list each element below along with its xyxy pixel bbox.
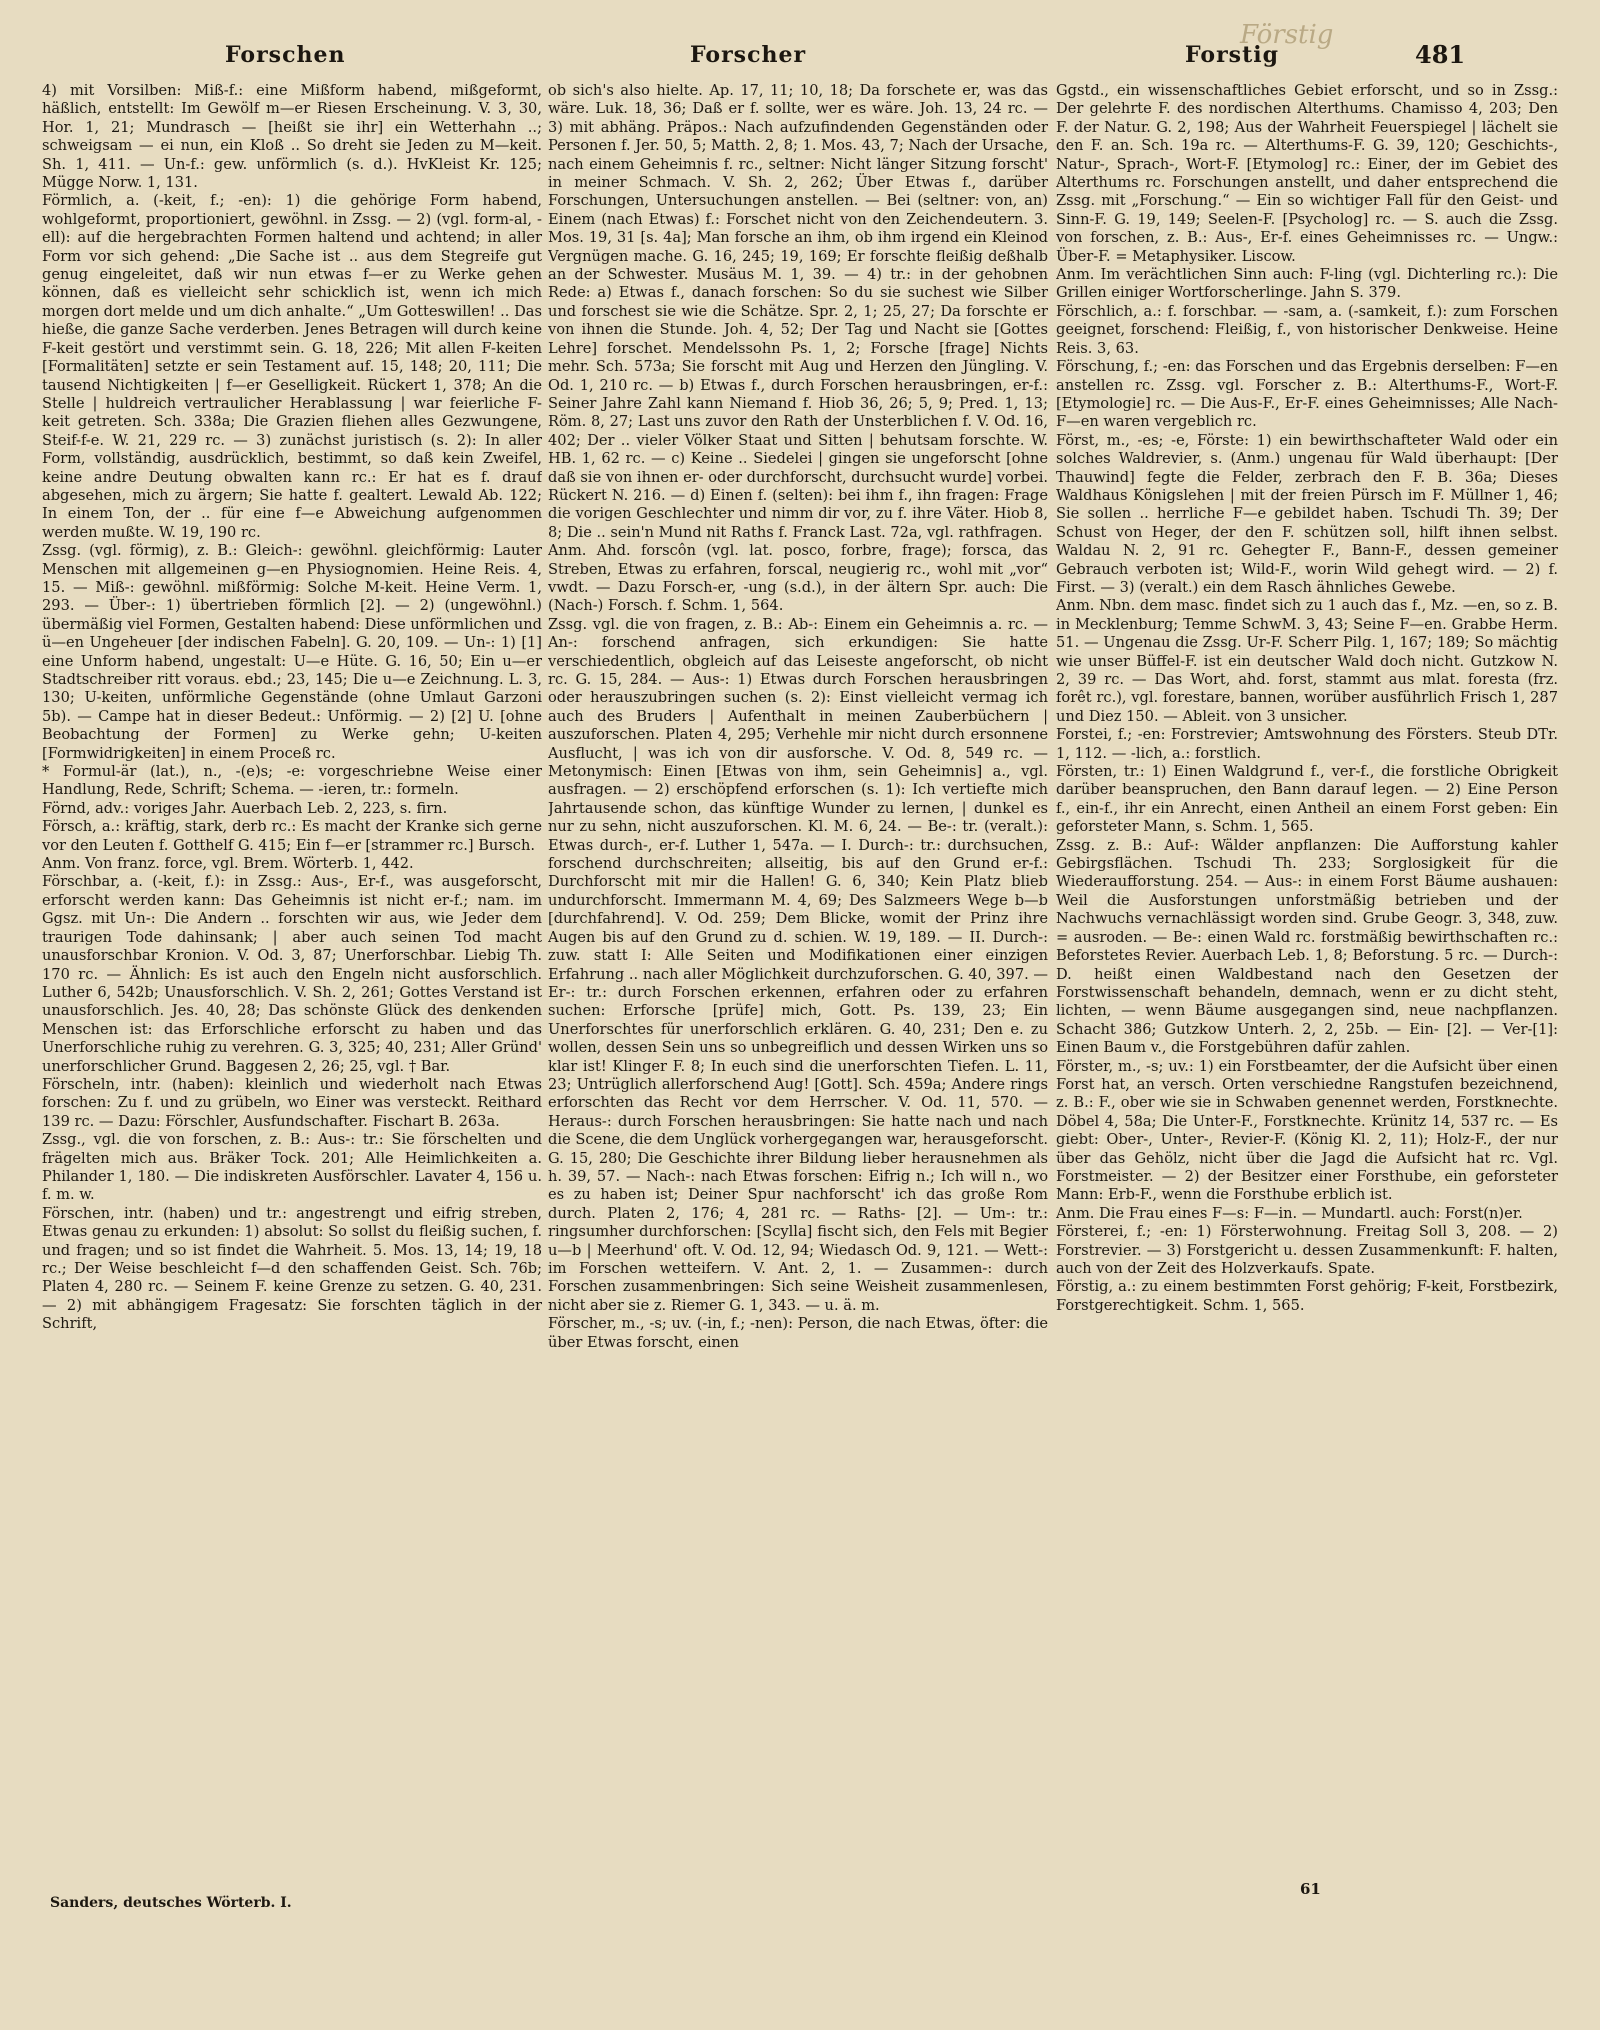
dictionary-entry: Zssg. z. B.: Auf-: Wälder anpflanzen: Die Aufforstung kahler Gebirgsflächen. Tschudi Th. 233; Sorglosigkeit für die Wiederaufforstung. 254. — Aus-: in einem Forst Bäume aushauen: Weil die Ausforstungen unforstmäßig betrieben und der Nachwuchs vernachlässigt worden sind. Grube Geogr. 3, 348, zuw. = ausroden. — Be-: einen Wald rc. forstmäßig bewirthschaften rc.: Beforstetes Revier. Auerbach Leb. 1, 8; Beforstung. 5 rc. — Durch-: D. heißt einen Waldbestand nach den Gesetzen der Forstwissenschaft behandeln, demnach, wenn er zu dicht steht, lichten, — wenn Bäume ausgegangen sind, neue nachpflanzen. Schacht 386; Gutzkow Unterh. 2, 2, 25b. — Ein- [2]. — Ver-[1]: Einen Baum v., die Forstgebühren dafür zahlen. — [1056, 836, 1558, 1057]
dictionary-entry: Förscher, m., -s; uv. (-in, f.; -nen): Person, die nach Etwas, öfter: die über Etwas forscht, einen — [548, 1315, 1048, 1351]
dictionary-entry: Anm. Ahd. forscôn (vgl. lat. posco, forbre, frage); forsca, das Streben, Etwas zu erfahren, forscal, neugierig rc., wohl mit „vor“ vwdt. — Dazu Forsch-er, -ung (s.d.), in der ältern Spr. auch: Die (Nach-) Forsch. f. Schm. 1, 564. — [548, 542, 1048, 615]
column-3 — [1056, 82, 1558, 1892]
pencil-annotation: Förstig — [1240, 20, 1334, 50]
dictionary-entry: Forstei, f.; -en: Forstrevier; Amtswohnung des Försters. Steub DTr. 1, 112. — -lich, a.: forstlich. — [1056, 726, 1558, 762]
dictionary-entry: Förscheln, intr. (haben): kleinlich und wiederholt nach Etwas forschen: Zu f. und zu grübeln, wo Einer was versteckt. Reithard 139 rc. — Dazu: Förschler, Ausfundschafter. Fischart B. 263a. — [42, 1075, 542, 1130]
dictionary-entry: Ggstd., ein wissenschaftliches Gebiet erforscht, und so in Zssg.: Der gelehrte F. des nordischen Alterthums. Chamisso 4, 203; Den F. der Natur. G. 2, 198; Aus der Wahrheit Feuerspiegel | lächelt sie den F. an. Sch. 19a rc. — Alterthums-F. G. 39, 120; Geschichts-, Natur-, Sprach-, Wort-F. [Etymolog] rc.: Einer, der im Gebiet des Alterthums rc. Forschungen anstellt, und daher entsprechend die Zssg. mit „Forschung.“ — Ein so wichtiger Fall für den Geist- und Sinn-F. G. 19, 149; Seelen-F. [Psycholog] rc. — S. auch die Zssg. von forschen, z. B.: Aus-, Er-f. eines Geheimnisses rc. — Ungw.: Über-F. = Metaphysiker. Liscow. — [1056, 82, 1558, 265]
dictionary-entry: Zssg., vgl. die von forschen, z. B.: Aus-: tr.: Sie förschelten und frägelten mich aus. Bräker Tock. 201; Alle Heimlichkeiten a. Philander 1, 180. — Die indiskreten Ausförschler. Lavater 4, 156 u. f. m. w. — [42, 1131, 542, 1204]
dictionary-entry: Förster, m., -s; uv.: 1) ein Forstbeamter, der die Aufsicht über einen Forst hat, an versch. Orten verschiedne Rangstufen bezeichnend, z. B.: F., ober wie sie in Schwaben genennet werden, Forstknechte. Döbel 4, 58a; Die Unter-F., Forstknechte. Krünitz 14, 537 rc. — Es giebt: Ober-, Unter-, Revier-F. (König Kl. 2, 11); Holz-F., der nur über das Gehölz, nicht über die Jagd die Aufsicht hat rc. Vgl. Forstmeister. — 2) der Besitzer einer Forsthube, ein geforsteter Mann: Erb-F., wenn die Forsthube erblich ist. — [1056, 1057, 1558, 1204]
dictionary-entry: Anm. Im verächtlichen Sinn auch: F-ling (vgl. Dichterling rc.): Die Grillen einiger Wortforscherlinge. Jahn S. 379. — [1056, 266, 1558, 302]
dictionary-entry: Förmlich, a. (-keit, f.; -en): 1) die gehörige Form habend, wohlgeformt, proportioniert, gewöhnl. in Zssg. — 2) (vgl. form-al, -ell): auf die hergebrachten Formen haltend und achtend; in aller Form vor sich gehend: „Die Sache ist .. aus dem Stegreife gut genug eingeleitet, daß wir nun etwas f—er zu Werke gehen können, daß es vielleicht sehr schicklich ist, wenn ich mich morgen dort melde und um dich anhalte.“ „Um Gotteswillen! .. Das hieße, die ganze Sache verderben. Jenes Betragen will durch keine F-keit gestört und verstimmt sein. G. 18, 226; Mit allen F-keiten [Formalitäten] setzte er sein Testament auf. 15, 148; 20, 111; Die tausend Nichtigkeiten | f—er Geselligkeit. Rückert 1, 378; An die Stelle | huldreich vertraulicher Herablassung | war feierliche F-keit getreten. Sch. 338a; Die Grazien fliehen alles Gezwungene, Steif-f-e. W. 21, 229 rc. — 3) zunächst juristisch (s. 2): In aller Form, vollständig, ausdrücklich, bestimmt, so daß kein Zweifel, keine andre Deutung obwalten kann rc.: Er hat es f. drauf abgesehen, mich zu ärgern; Sie hatte f. gealtert. Lewald Ab. 122; In einem Ton, der .. für eine f—e Abweichung aufgenommen werden mußte. W. 19, 190 rc. — [42, 192, 542, 541]
dictionary-entry: Anm. Nbn. dem masc. findet sich zu 1 auch das f., Mz. —en, so z. B. in Mecklenburg; Temme SchwM. 3, 43; Seine F—en. Grabbe Herm. 51. — Ungenau die Zssg. Ur-F. Scherr Pilg. 1, 167; 189; So mächtig wie unser Büffel-F. ist ein deutscher Wald doch nicht. Gutzkow N. 2, 39 rc. — Das Wort, ahd. forst, stammt aus mlat. foresta (frz. forêt rc.), vgl. forestare, bannen, worüber ausführlich Frisch 1, 287 und Diez 150. — Ableit. von 3 unsicher. — [1056, 597, 1558, 725]
dictionary-entry: Förschbar, a. (-keit, f.): in Zssg.: Aus-, Er-f., was ausgeforscht, erforscht werden kann: Das Geheimnis ist nicht er-f.; nam. im Ggsz. mit Un-: Die Andern .. forschten wir aus, wie Jeder dem traurigen Tode dahinsank; | aber auch seinen Tod macht unausforschbar Kronion. V. Od. 3, 87; Unerforschbar. Liebig Th. 170 rc. — Ähnlich: Es ist auch den Engeln nicht ausforschlich. Luther 6, 542b; Unausforschlich. V. Sh. 2, 261; Gottes Verstand ist unausforschlich. Jes. 40, 28; Das schönste Glück des denkenden Menschen ist: das Erforschliche erforscht zu haben und das Unerforschliche ruhig zu verehren. G. 3, 325; 40, 231; Aller Gründ' unerforschlicher Grund. Baggesen 2, 26; 25, vgl. † Bar. — [42, 873, 542, 1075]
dictionary-entry: Förnd, adv.: voriges Jahr. Auerbach Leb. 2, 223, s. firn. — [42, 799, 448, 817]
dictionary-entry: Försch, a.: kräftig, stark, derb rc.: Es macht der Kranke sich gerne vor den Leuten f. Gotthelf G. 415; Ein f—er [strammer rc.] Bursch. — [42, 818, 542, 854]
dictionary-entry: 4) mit Vorsilben: Miß-f.: eine Mißform habend, mißgeformt, häßlich, entstellt: Im Gewölf m—er Riesen Erscheinung. V. 3, 30, Hor. 1, 21; Mundrasch — [heißt sie ihr] ein Wetterhahn ..; schweigsam — ei nun, ein Kloß .. So dreht sie Jeden zu M—keit. Sh. 1, 411. — Un-f.: gew. unförmlich (s. d.). HvKleist Kr. 125; Mügge Norw. 1, 131. — [42, 82, 542, 192]
right-headword: Forstig — [1185, 42, 1279, 68]
middle-headword: Forscher — [690, 42, 807, 68]
dictionary-entry: Förstig, a.: zu einem bestimmten Forst gehörig; F-keit, Forstbezirk, Forstgerechtigkeit. Schm. 1, 565. — [1056, 1278, 1558, 1314]
page-number: 481 — [1415, 40, 1466, 69]
dictionary-entry: Förschung, f.; -en: das Forschen und das Ergebnis derselben: F—en anstellen rc. Zssg. vgl. Forscher z. B.: Alterthums-F., Wort-F. [Etymologie] rc. — Die Aus-F., Er-F. eines Geheimnisses; Alle Nach-F—en waren vergeblich rc. — [1056, 358, 1558, 431]
column-2 — [548, 82, 1048, 1892]
dictionary-entry: Förschen, intr. (haben) und tr.: angestrengt und eifrig streben, Etwas genau zu erkunden: 1) absolut: So sollst du fleißig suchen, f. und fragen; und so ist findet die Wahrheit. 5. Mos. 13, 14; 19, 18 rc.; Der Weise beschleicht f—d den schaffenden Geist. Sch. 76b; Platen 4, 280 rc. — Seinem F. keine Grenze zu setzen. G. 40, 231. — 2) mit abhängigem Fragesatz: Sie forschten täglich in der Schrift, — [42, 1204, 542, 1333]
left-headword: Forschen — [225, 42, 346, 68]
dictionary-entry: Försterei, f.; -en: 1) Försterwohnung. Freitag Soll 3, 208. — 2) Forstrevier. — 3) Forstgericht u. dessen Zusammenkunft: F. halten, auch von der Zeit des Holzverkaufs. Spate. — [1056, 1223, 1558, 1277]
dictionary-entry: ob sich's also hielte. Ap. 17, 11; 10, 18; Da forschete er, was das wäre. Luk. 18, 36; Daß er f. sollte, wer es wäre. Joh. 13, 24 rc. — 3) mit abhäng. Präpos.: Nach aufzufindenden Gegenständen oder Personen f. Jer. 50, 5; Matth. 2, 8; 1. Mos. 43, 7; Nach der Ursache, nach einem Geheimnis f. rc., seltner: Nicht länger Sitzung forscht' in meiner Schmach. V. Sh. 2, 262; Über Etwas f., darüber Forschungen, Untersuchungen anstellen. — Bei (seltner: von, an) Einem (nach Etwas) f.: Forschet nicht von den Zeichendeutern. 3. Mos. 19, 31 [s. 4a]; Man forsche an ihm, ob ihm irgend ein Kleinod Vergnügen mache. G. 16, 245; 19, 169; Er forschte fleißig deßhalb an der Schwester. Musäus M. 1, 39. — 4) tr.: in der gehobnen Rede: a) Etwas f., danach forschen: So du sie suchest wie Silber und forschest sie wie die Schätze. Spr. 2, 1; 25, 27; Da forschte er von ihnen die Stunde. Joh. 4, 52; Der Tag und Nacht sie [Gottes Lehre] forschet. Mendelssohn Ps. 1, 2; Forsche [frage] Nichts mehr. Sch. 573a; Sie forscht mit Aug und Herzen den Jüngling. V. Od. 1, 210 rc. — b) Etwas f., durch Forschen herausbringen, er-f.: Seiner Jahre Zahl kann Niemand f. Hiob 36, 26; 5, 9; Pred. 1, 13; Röm. 8, 27; Last uns zuvor den Rath der Unsterblichen f. V. Od. 16, 402; Der .. vieler Völker Staat und Sitten | behutsam forschte. W. HB. 1, 62 rc. — c) Keine .. Siedelei | gingen sie ungeforscht [ohne daß sie von ihnen er- oder durchforscht, durchsucht wurde] vorbei. Rückert N. 216. — d) Einen f. (selten): bei ihm f., ihn fragen: Frage die vorigen Geschlechter und nimm dir vor, zu f. ihre Väter. Hiob 8, 8; Die .. sein'n Mund nit Raths f. Franck Last. 72a, vgl. rathfragen. — [548, 82, 1048, 541]
dictionary-entry: Försten, tr.: 1) Einen Waldgrund f., ver-f., die forstliche Obrigkeit darüber beanspruchen, den Bann darauf legen. — 2) Eine Person f., ein-f., ihr ein Anrecht, einen Antheil an einem Forst geben: Ein geforsteter Mann, s. Schm. 1, 565. — [1056, 763, 1558, 836]
page-header — [0, 0, 1600, 70]
signature-line: Sanders, deutsches Wörterb. I. — [50, 1895, 292, 1911]
dictionary-entry: Zssg. (vgl. förmig), z. B.: Gleich-: gewöhnl. gleichförmig: Lauter Menschen mit allgemeinen g—en Physiognomien. Heine Reis. 4, 15. — Miß-: gewöhnl. mißförmig: Solche M-keit. Heine Verm. 1, 293. — Über-: 1) übertrieben förmlich [2]. — 2) (ungewöhnl.) übermäßig viel Formen, Gestalten habend: Diese unförmlichen und ü—en Ungeheuer [der indischen Fabeln]. G. 20, 109. — Un-: 1) [1] eine Unform habend, ungestalt: U—e Hüte. G. 16, 50; Ein u—er Stadtschreiber ritt voraus. ebd.; 23, 145; Die u—e Zeichnung. L. 3, 130; U-keiten, unförmliche Gegenstände (ohne Umlaut Garzoni 5b). — Campe hat in dieser Bedeut.: Unförmig. — 2) [2] U. [ohne Beobachtung der Formen] zu Werke gehn; U-keiten [Formwidrigkeiten] in einem Proceß rc. — [42, 542, 542, 762]
dictionary-entry: Förschlich, a.: f. forschbar. — -sam, a. (-samkeit, f.): zum Forschen geeignet, forschend: Fleißig, f., von historischer Denkweise. Heine Reis. 3, 63. — [1056, 302, 1558, 357]
dictionary-entry: Anm. Von franz. force, vgl. Brem. Wörterb. 1, 442. — [42, 855, 414, 873]
column-1 — [42, 82, 542, 1892]
dictionary-entry: * Formul-är (lat.), n., -(e)s; -e: vorgeschriebne Weise einer Handlung, Rede, Schrift; Schema. — -ieren, tr.: formeln. — [42, 763, 542, 799]
sheet-number: 61 — [1300, 1880, 1321, 1898]
dictionary-entry: Anm. Die Frau eines F—s: F—in. — Mundartl. auch: Forst(n)er. — [1056, 1204, 1523, 1222]
dictionary-entry: Zssg. vgl. die von fragen, z. B.: Ab-: Einem ein Geheimnis a. rc. — An-: forschend anfragen, sich erkundigen: Sie hatte verschiedentlich, obgleich auf das Leiseste angeforscht, ob nicht rc. G. 15, 284. — Aus-: 1) Etwas durch Forschen herausbringen oder herauszubringen suchen (s. 2): Einst vielleicht vermag ich auch des Bruders | Aufenthalt in meinen Zauberbüchern | auszuforschen. Platen 4, 295; Verhehle mir nicht durch ersonnene Ausflucht, | was ich von dir ausforsche. V. Od. 8, 549 rc. — Metonymisch: Einen [Etwas von ihm, sein Geheimnis] a., vgl. ausfragen. — 2) erschöpfend erforschen (s. 1): Ich vertiefte mich Jahrtausende schon, das künftige Wunder zu lernen, | dunkel es nur zu sehn, nicht auszuforschen. Kl. M. 6, 24. — Be-: tr. (veralt.): Etwas durch-, er-f. Luther 1, 547a. — I. Durch-: tr.: durchsuchen, forschend durchschreiten; allseitig, bis auf den Grund er-f.: Durchforscht mit mir die Hallen! G. 6, 340; Kein Platz blieb undurchforscht. Immermann M. 4, 69; Des Salzmeers Wege b—b [durchfahrend]. V. Od. 259; Dem Blicke, womit der Prinz ihre Augen bis auf den Grund zu d. schien. W. 19, 189. — II. Durch-: zuw. statt I: Alle Seiten und Modifikationen einer einzigen Erfahrung .. nach aller Möglichkeit durchzuforschen. G. 40, 397. — Er-: tr.: durch Forschen erkennen, erfahren oder zu erfahren suchen: Erforsche [prüfe] mich, Gott. Ps. 139, 23; Ein Unerforschtes für unerforschlich erklären. G. 40, 231; Den e. zu wollen, dessen Sein uns so unbegreiflich und dessen Wirken uns so klar ist! Klinger F. 8; In euch sind die unerforschten Tiefen. L. 11, 23; Untrüglich allerforschend Aug! [Gott]. Sch. 459a; Andere rings erforschten das Recht vor dem Herrscher. V. Od. 11, 570. — Heraus-: durch Forschen herausbringen: Sie hatte nach und nach die Scene, die dem Unglück vorhergegangen war, herausgeforscht. G. 15, 280; Die Geschichte ihrer Bildung lieber herausnehmen als h. 39, 57. — Nach-: nach Etwas forschen: Eifrig n.; Ich will n., wo es zu haben ist; Deiner Spur nachforscht' ich das große Rom durch. Platen 2, 176; 4, 281 rc. — Raths- [2]. — Um-: tr.: ringsumher durchforschen: [Scylla] fischt sich, den Fels mit Begier u—b | Meerhund' oft. V. Od. 12, 94; Wiedasch Od. 9, 121. — Wett-: im Forschen wetteifern. V. Ant. 2, 1. — Zusammen-: durch Forschen zusammenbringen: Sich seine Weisheit zusammenlesen, nicht aber sie z. Riemer G. 1, 343. — u. ä. m. — [548, 615, 1048, 1314]
dictionary-entry: Först, m., -es; -e, Förste: 1) ein bewirthschafteter Wald oder ein solches Waldrevier, s. (Anm.) ungenau für Wald überhaupt: [Der Thauwind] fegte die Felder, zerbrach den F. B. 36a; Dieses Waldhaus Königslehen | mit der freien Pürsch im F. Müllner 1, 46; Sie sollen .. herrliche F—e gebildet haben. Tschudi Th. 39; Der Schust von Heger, der den F. schützen soll, hilft ihnen selbst. Waldau N. 2, 91 rc. Gehegter F., Bann-F., dessen gemeiner Gebrauch verboten ist; Wild-F., worin Wild gehegt wird. — 2) f. First. — 3) (veralt.) ein dem Rasch ähnliches Gewebe. — [1056, 431, 1558, 596]
